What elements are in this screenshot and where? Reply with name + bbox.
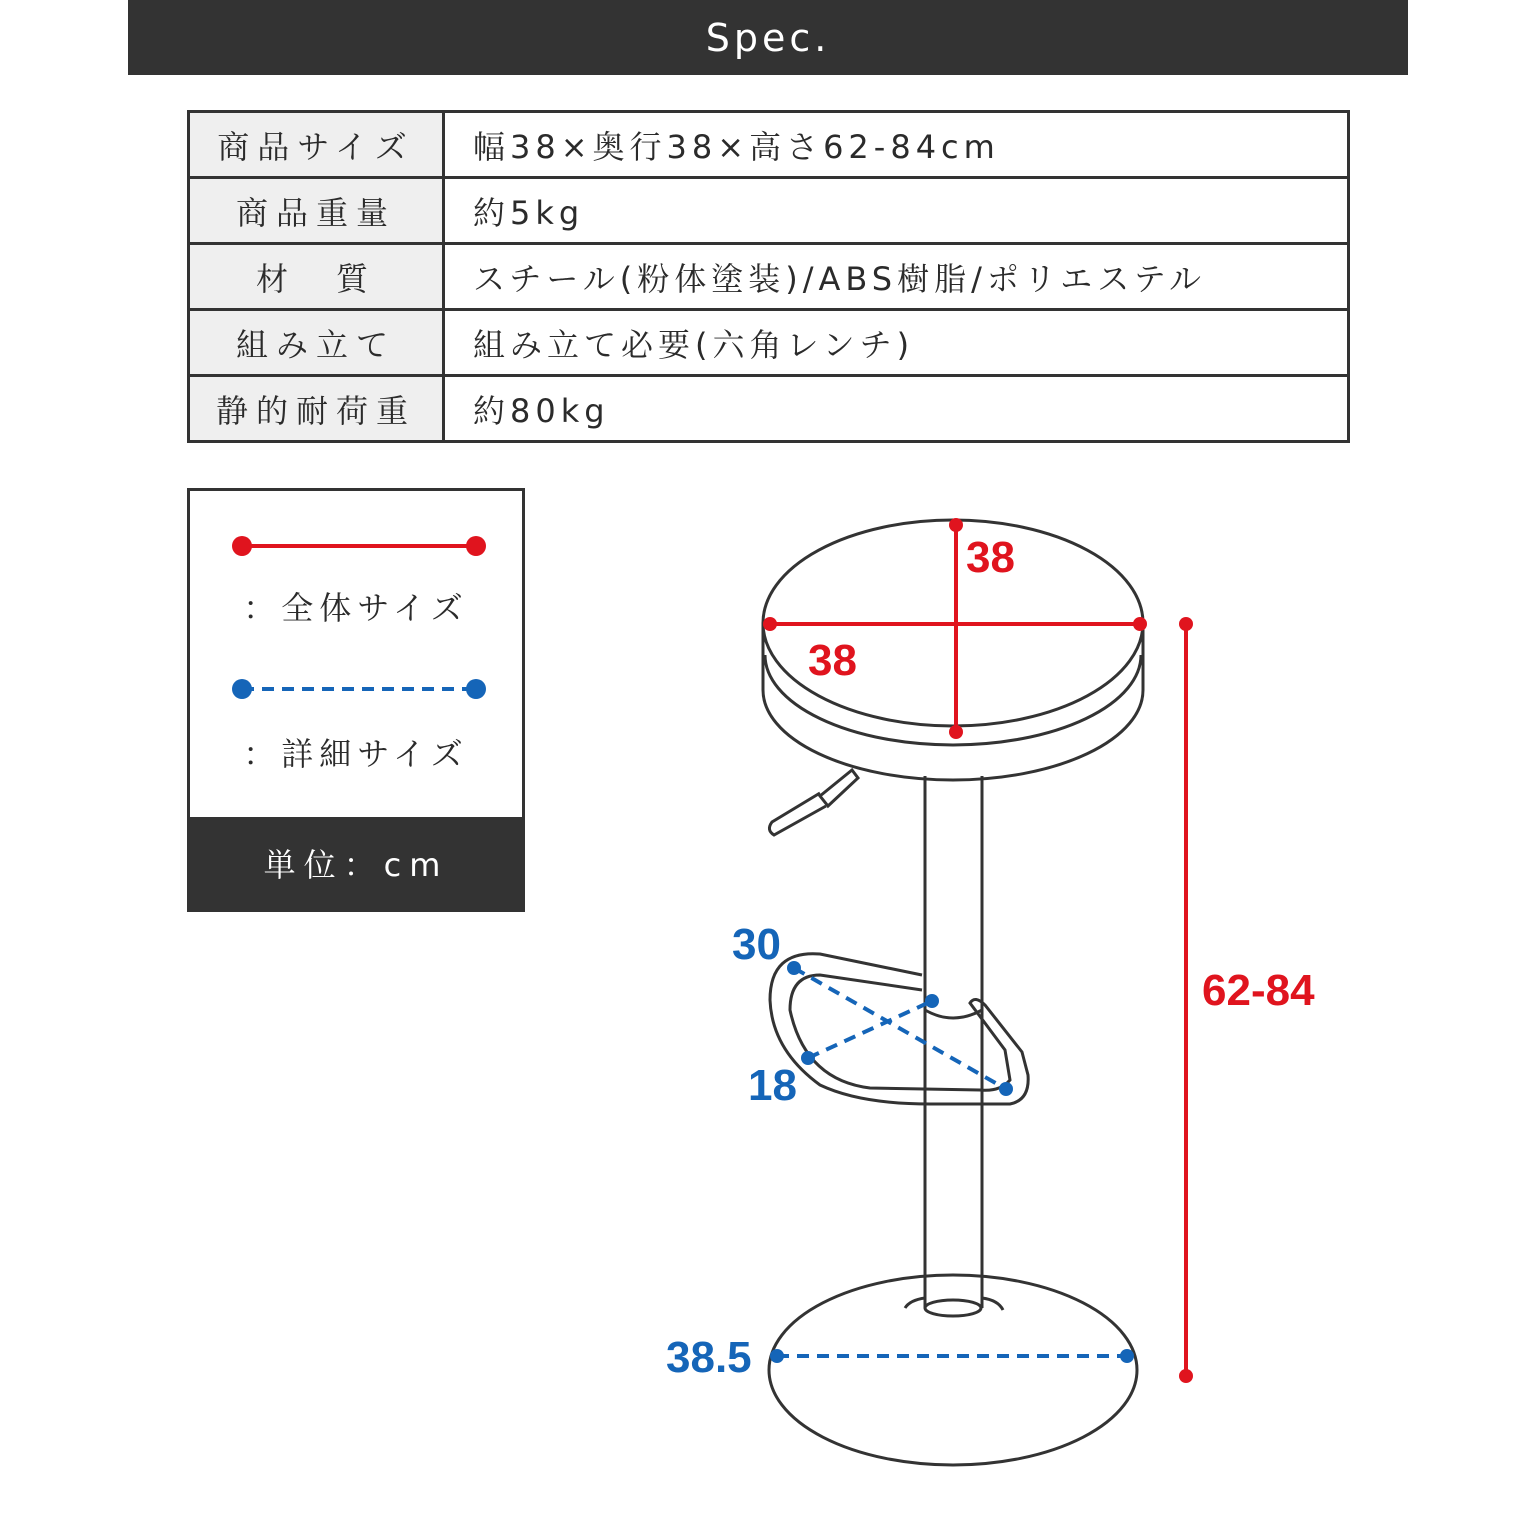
base-diameter-label: 38.5	[666, 1333, 752, 1382]
spec-value: スチール(粉体塗装)/ABS樹脂/ポリエステル	[444, 244, 1349, 310]
height-label: 62-84	[1202, 966, 1315, 1015]
seat-width-label: 38	[808, 636, 857, 685]
spec-value: 組み立て必要(六角レンチ)	[444, 310, 1349, 376]
legend-detail-label: ：詳細サイズ	[243, 735, 469, 773]
spec-title: Spec.	[705, 15, 831, 60]
dimension-dot	[999, 1082, 1013, 1096]
legend-overall-label: ：全体サイズ	[243, 589, 469, 627]
detail-dimensions	[666, 920, 1134, 1382]
dimension-dot	[770, 1349, 784, 1363]
spec-value: 約5kg	[444, 178, 1349, 244]
column-bottom	[925, 1300, 981, 1316]
dimension-dot	[949, 725, 963, 739]
lever-handle	[769, 793, 826, 835]
spec-key: 商品重量	[189, 178, 444, 244]
dimension-dot	[1179, 1369, 1193, 1383]
unit-label: 単位：cm	[190, 817, 522, 909]
column-joint	[925, 1010, 982, 1018]
dimension-dot	[763, 617, 777, 631]
spec-value: 幅38×奥行38×高さ62-84cm	[444, 112, 1349, 178]
spec-value: 約80kg	[444, 376, 1349, 442]
overall-dimensions	[763, 518, 1315, 1383]
seat-depth-label: 38	[966, 533, 1015, 582]
spec-key: 静的耐荷重	[189, 376, 444, 442]
base-plate	[769, 1275, 1137, 1465]
dimension-dot	[925, 994, 939, 1008]
dimension-dot	[949, 518, 963, 532]
spec-key: 商品サイズ	[189, 112, 444, 178]
spec-key: 組み立て	[189, 310, 444, 376]
dimension-dot	[801, 1051, 815, 1065]
lever-connector	[820, 770, 858, 806]
footrest-depth-label: 18	[748, 1061, 797, 1110]
footrest-width-label: 30	[732, 920, 781, 969]
dimension-dot	[1179, 617, 1193, 631]
spec-key: 材 質	[189, 244, 444, 310]
dimension-dot	[1133, 617, 1147, 631]
dimension-dot	[787, 961, 801, 975]
dimension-dot	[1120, 1349, 1134, 1363]
